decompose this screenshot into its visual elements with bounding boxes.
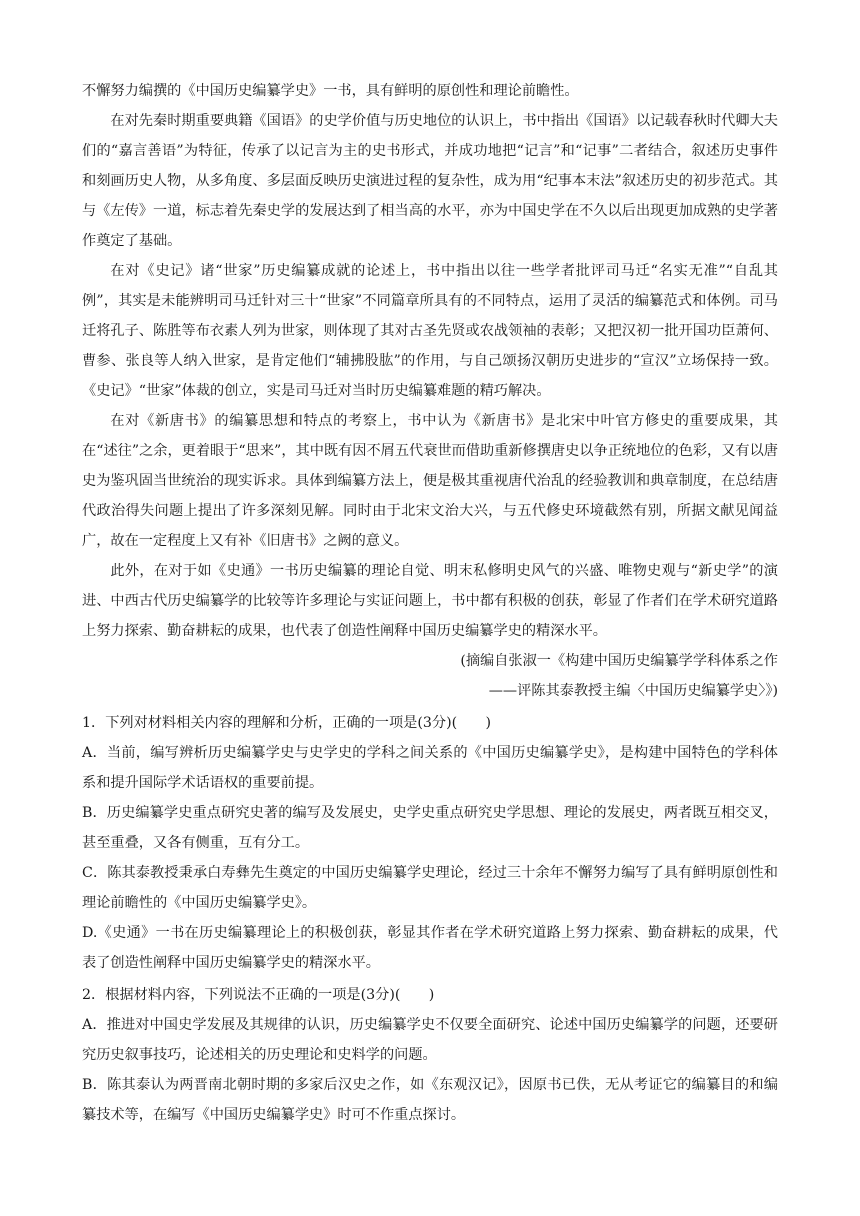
- passage-paragraph-1: 在对先秦时期重要典籍《国语》的史学价值与历史地位的认识上，书中指出《国语》以记载春秋时代卿大夫们的“嘉言善语”为特征，传承了以记言为主的史书形式，并成功地把“记言”和“记事”二者结合，叙述历史事件和刻画历史人物，从多角度、多层面反映历史演进过程的复杂性，成为用“纪事本末法”叙述历史的初步范式。其与《左传》一道，标志着先秦史学的发展达到了相当高的水平，亦为中国史学在不久以后出现更加成熟的史学著作奠定了基础。: [82, 113, 778, 249]
- source-citation-line-1: (摘编自张淑一《构建中国历史编纂学学科体系之作: [460, 653, 778, 669]
- question-stem: 1．下列对材料相关内容的理解和分析，正确的一项是(3分)( ): [82, 715, 492, 731]
- source-citation-line-2: ——评陈其泰教授主编〈中国历史编纂学史〉》): [488, 683, 778, 699]
- passage-paragraph-0: 不懈努力编撰的《中国历史编纂学史》一书，具有鲜明的原创性和理论前瞻性。: [82, 83, 579, 99]
- option-d: D.《史通》一书在历史编纂理论上的积极创获，彰显其作者在学术研究道路上努力探索、勤奋耕耘的成果，代表了创造性阐释中国历史编纂学史的精深水平。: [82, 925, 778, 971]
- question-stem: 2．根据材料内容，下列说法不正确的一项是(3分)( ): [82, 987, 435, 1003]
- passage-paragraph-3: 在对《新唐书》的编纂思想和特点的考察上，书中认为《新唐书》是北宋中叶官方修史的重要成果，其在“述往”之余，更着眼于“思来”，其中既有因不屑五代衰世而借助重新修撰唐史以争正统地位的色彩，又有以唐史为鉴巩固当世统治的现实诉求。具体到编纂方法上，便是极其重视唐代治乱的经验教训和典章制度，在总结唐代政治得失问题上提出了许多深刻见解。同时由于北宋文治大兴，与五代修史环境截然有别，所据文献见闻益广，故在一定程度上又有补《旧唐书》之阙的意义。: [82, 413, 778, 549]
- option-a: A．当前，编写辨析历史编纂学史与史学史的学科之间关系的《中国历史编纂学史》，是构建中国特色的学科体系和提升国际学术话语权的重要前提。: [82, 745, 778, 791]
- option-b: B．历史编纂学史重点研究史著的编写及发展史，史学史重点研究史学思想、理论的发展史，两者既互相交叉，甚至重叠，又各有侧重，互有分工。: [82, 805, 778, 851]
- option-b: B．陈其泰认为两晋南北朝时期的多家后汉史之作，如《东观汉记》，因原书已佚，无从考证它的编纂目的和编纂技术等，在编写《中国历史编纂学史》时可不作重点探讨。: [82, 1077, 778, 1123]
- question-1: [82, 708, 778, 978]
- option-a: A．推进对中国史学发展及其规律的认识，历史编纂学史不仅要全面研究、论述中国历史编纂学的问题，还要研究历史叙事技巧，论述相关的历史理论和史料学的问题。: [82, 1017, 778, 1063]
- passage-paragraph-4: 此外，在对于如《史通》一书历史编纂的理论自觉、明末私修明史风气的兴盛、唯物史观与“新史学”的演进、中西古代历史编纂学的比较等许多理论与实证问题上，书中都有积极的创获，彰显了作者们在学术研究道路上努力探索、勤奋耕耘的成果，也代表了创造性阐释中国历史编纂学史的精深水平。: [82, 563, 778, 639]
- passage-paragraph-2: 在对《史记》诸“世家”历史编纂成就的论述上，书中指出以往一些学者批评司马迁“名实无准”“自乱其例”，其实是未能辨明司马迁针对三十“世家”不同篇章所具有的不同特点，运用了灵活的编纂范式和体例。司马迁将孔子、陈胜等布衣素人列为世家，则体现了其对古圣先贤或农战领袖的表彰；又把汉初一批开国功臣萧何、曹参、张良等人纳入世家，是肯定他们“辅拂股肱”的作用，与自己颂扬汉朝历史进步的“宣汉”立场保持一致。《史记》“世家”体裁的创立，实是司马迁对当时历史编纂难题的精巧解决。: [82, 263, 778, 399]
- option-c: C．陈其泰教授秉承白寿彝先生奠定的中国历史编纂学史理论，经过三十余年不懈努力编写了具有鲜明原创性和理论前瞻性的《中国历史编纂学史》。: [82, 865, 778, 911]
- question-2: [82, 980, 778, 1130]
